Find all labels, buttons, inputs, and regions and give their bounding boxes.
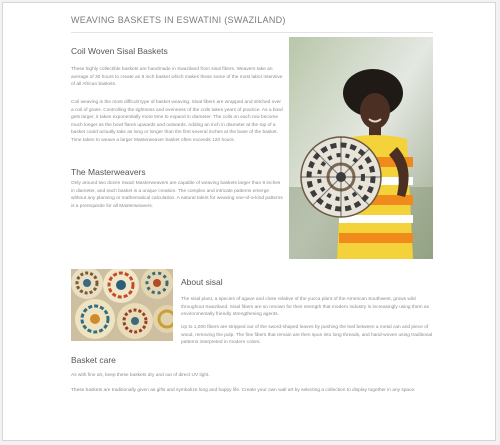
title-divider	[71, 32, 433, 33]
weaver-portrait-illustration	[289, 37, 433, 259]
paragraph-masterweavers: Only around two dozen Swazi Masterweavers are capable of weaving baskets larger than 8 inches in diameter, and each basket is a unique creation. The complex and intricate patterns emerge without any planning or mathematical calculation. A natural talent for weaving one-of-a-kind patterns is a prerequisite for all Masterweavers.	[71, 181, 283, 209]
face-shape	[360, 93, 390, 129]
weaver-portrait-photo	[289, 37, 433, 259]
basket-collection-illustration	[71, 269, 173, 341]
basket-4	[75, 299, 115, 339]
paragraph-care-gifts: These baskets are traditionally given as gifts and symbolize long and happy life. Create your own wall art by selecting a collection to display together in any space.	[71, 388, 416, 393]
paragraph-sisal-plant: The sisal plant, a species of agave and close relative of the yucca plant of the American Southwest, grows wild throughout Swaziland. Sisal fibers are so renown for their strength that modern industry is increasingly using them as environmentally friendly strengthening agents.	[181, 297, 429, 318]
basket-5	[117, 303, 153, 339]
paragraph-care-instructions: As with fine art, keep these baskets dry and out of direct UV light.	[71, 373, 210, 378]
article-page	[2, 2, 496, 441]
heading-masterweavers: The Masterweavers	[71, 167, 146, 177]
heading-basket-care: Basket care	[71, 355, 116, 365]
woven-basket	[301, 137, 381, 217]
basket-collection-photo	[71, 269, 173, 341]
paragraph-coil-intro: These highly collectible baskets are handmade in Swaziland from sisal fibers. Weavers take an average of 30 hours to create an 8 inch basket which makes these some of the most labor intensive of all African baskets.	[71, 67, 283, 88]
paragraph-coil-technique: Coil weaving is the most difficult type of basket weaving. Sisal fibers are wrapped and stitched over a coil of grass. Controlling the tightness and evenness of the coils takes years of practice. As a bowl gets larger, it takes exponentially more time to expand in diameter. The coils on each row become much longer as the bowl flares upwards and outwards. Adding an inch in diameter at the top of a basket could actually take as long or longer than the first several inches at the base of the basket. Time taken to weave a larger Masterweaver basket often exceeds 120 hours.	[71, 100, 283, 143]
heading-coil-woven: Coil Woven Sisal Baskets	[71, 46, 168, 56]
heading-about-sisal: About sisal	[181, 277, 223, 287]
dress-stripe-orange-3	[339, 233, 413, 243]
page-title: WEAVING BASKETS IN ESWATINI (SWAZILAND)	[71, 15, 286, 25]
paragraph-sisal-fibers: Up to 1,000 fibers are stripped out of the sword-shaped leaves by pushing the leaf between a metal can and piece of wood, removing the pulp. The fine fibers that remain are then spun into long threads, and hand-woven using traditional patterns interpreted in modern colors.	[181, 325, 433, 346]
